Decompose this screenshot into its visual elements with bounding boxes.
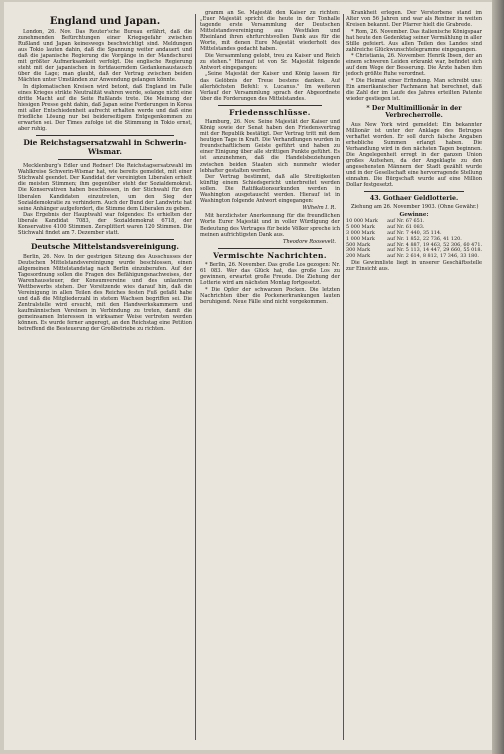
prize-amount: 1 000 Mark [346, 235, 375, 242]
newspaper-page [4, 2, 492, 750]
heading-vermischte-nachrichten: Vermischte Nachrichten. [213, 250, 327, 260]
divider [36, 135, 174, 136]
prize-amount: 200 Mark [346, 253, 371, 260]
article-paragraph: Ziehung am 26. November 1903. (Ohne Gewähr.) [351, 204, 479, 211]
prize-numbers: auf Nr. 5 113, 14 447, 29 660, 55 018. [387, 247, 482, 254]
column-rule [343, 14, 344, 740]
article-paragraph: „Seine Majestät der Kaiser und König lassen für das Gelöbnis der Treue bestens danken. Auf allerhöchsten Befehl: v. Lucanus." Im weiteren Verlauf der Versammlung sprach der Abgeordnete über die Forderungen des Mittelstandes. [200, 71, 340, 102]
article-paragraph: Hamburg, 26. Nov. Seine Majestät der Kaiser und König sowie der Senat haben den Friedensvertrag mit der Republik bestätigt. Der Vertrag tritt mit dem heutigen Tage in Kraft. Die Verhandlungen wurden in freundschaftlichem Geiste geführt und haben zu einer Einigung über alle strittigen Punkte geführt. Es ist anzunehmen, daß die Handelsbeziehungen zwischen beiden Staaten sich nunmehr wieder lebhafter gestalten werden. [200, 119, 340, 174]
article-paragraph: Die Gewinnliste liegt in unserer Geschäftsstelle zur Einsicht aus. [346, 260, 482, 273]
prize-amount: 3 000 Mark [346, 230, 375, 237]
heading-multimillionaer: * Der Multimillionär in der Verbrecherrolle. [366, 105, 462, 120]
prize-amount: 300 Mark [346, 247, 371, 254]
article-paragraph: Aus New York wird gemeldet: Ein bekannter Millionär ist unter der Anklage des Betruges verhaftet worden. Er soll durch falsche Angaben erhebliche Summen erlangt haben. Die Verhandlung wird in den nächsten Tagen beginnen. Die Angelegenheit erregt in der ganzen Union großes Aufsehen, da der Angeklagte zu den angesehensten Männern der Stadt gezählt wurde und in der Gesellschaft eine hervorragende Stellung einnahm. Die Bürgschaft wurde auf eine Million Dollar festgesetzt. [346, 121, 482, 189]
heading-england-japan: England und Japan. [49, 16, 161, 27]
article-paragraph: Das Ergebnis der Hauptwahl war folgendes: Es erhielten der liberale Kandidat 7083, der Sozialdemokrat 6718, der Konservative 4100 Stimmen. Zersplittert waren 120 Stimmen. Die Stichwahl findet am 7. Dezember statt. [18, 212, 192, 237]
page-edge [492, 0, 504, 754]
article-paragraph: Der Vertrag bestimmt, daß alle Streitigkeiten künftig einem Schiedsgericht unterbreitet werden sollen. Die Ratifikationsurkunden werden in Washington ausgetauscht werden. Hierauf ist in Washington folgende Antwort eingegangen: [200, 174, 340, 205]
divider [218, 248, 322, 249]
article-paragraph: Die Versammlung gelobt, treu zu Kaiser und Reich zu stehen." Hierauf ist von Sr. Majestät folgende Antwort eingegangen: [200, 52, 340, 71]
heading-mittelstand: Deutsche Mittelstandsvereinigung. [31, 242, 179, 252]
prize-numbers: auf Nr. 1 852, 22 736, 41 120. [387, 235, 462, 242]
article-paragraph: Berlin, 26. Nov. In der gestrigen Sitzung des Ausschusses der Deutschen Mittelstandsvereinigung wurde beschlossen, einen allgemeinen Mittelstandstag nach Berlin einzuberufen. Auf der Tagesordnung sollen die Fragen des Befähigungsnachweises, der Warenhaussteuer, der Konsumvereine und des unlauteren Wettbewerbs stehen. Der Vorsitzende wies darauf hin, daß die Vereinigung in allen Teilen des Reiches festen Fuß gefaßt habe und daß die Mitgliederzahl in stetem Wachsen begriffen sei. Die Zentralstelle wird ersucht, mit den Handwerkskammern und kaufmännischen Vereinen in Verbindung zu treten, damit die gemeinsamen Interessen in wirksamer Weise vertreten werden können. Es wurde ferner angeregt, an den Reichstag eine Petition betreffend die Besteuerung der Großbetriebe zu richten. [18, 253, 192, 333]
article-paragraph: * Christiania, 26. November. Henrik Ibsen, der an einem schweren Leiden erkrankt war, befindet sich auf dem Wege der Besserung. Die Ärzte haben ihm jedoch größte Ruhe verordnet. [346, 53, 482, 78]
signature: Theodore Roosevelt. [283, 238, 336, 245]
article-paragraph: * Die Heimat einer Erfindung. Man schreibt uns: Ein amerikanischer Fachmann hat berechnet, daß die Zahl der im Laufe des Jahres erteilten Patente wieder gestiegen ist. [346, 78, 482, 103]
column-left [18, 10, 192, 744]
prize-amount: 10 000 Mark [346, 218, 378, 225]
column-rule [195, 14, 196, 740]
heading-friedensschluesse: Friedensschlüsse. [229, 107, 311, 117]
article-paragraph: * Rom, 26. November. Das italienische Königspaar hat heute den Gedenktag seiner Vermählung in aller Stille gefeiert. Aus allen Teilen des Landes sind zahlreiche Glückwunschtelegramme eingegangen. [346, 28, 482, 53]
prize-numbers: auf Nr. 2 614, 8 812, 17 346, 33 180. [387, 253, 479, 260]
article-paragraph: Krankheit erlegen. Der Verstorbene stand im Alter von 56 Jahren und war als Rentner in weiten Kreisen bekannt. Der Pfarrer hielt die Grabrede. [346, 10, 482, 29]
prize-numbers: auf Nr. 7 440, 35 114. [387, 230, 442, 237]
article-paragraph: In diplomatischen Kreisen wird betont, daß England im Falle eines Krieges strikte Neutralität wahren werde, solange nicht eine dritte Macht auf die Seite Rußlands trete. Die Meinung der hiesigen Presse geht dahin, daß Japan seine Forderungen in Korea mit aller Entschiedenheit aufrecht erhalten werde und daß eine friedliche Lösung nur bei beiderseitigem Entgegenkommen zu erwarten sei. Der Times zufolge ist die Stimmung in Tokio ernst, aber ruhig. [18, 83, 192, 133]
article-paragraph: London, 26. Nov. Das Reuter'sche Bureau erfährt, daß die zunehmenden Befürchtungen einer Kriegsgefahr zwischen Rußland und Japan keineswegs beschwichtigt sind. Meldungen aus Tokio lauten dahin, daß die Spannung weiter andauert und daß die japanische Regierung die Vorgänge in der Mandschurei mit größter Aufmerksamkeit verfolgt. Die englische Regierung steht mit der japanischen in fortdauerndem Gedankenaustausch über die Lage; man glaubt, daß der Vertrag zwischen beiden Mächten unter Umständen zur Anwendung gelangen könnte. [18, 29, 192, 84]
article-paragraph: Mit herzlichster Anerkennung für die freundlichen Worte Eurer Majestät und in voller Würdigung der Bedeutung des Vertrages für beide Völker spreche ich meinen aufrichtigsten Dank aus. [200, 213, 340, 238]
article-paragraph: * Die Opfer der schwarzen Pocken. Die letzten Nachrichten über die Pockenerkrankungen lauten beruhigend. Neue Fälle sind nicht vorgekommen. [200, 286, 340, 305]
prize-table [346, 219, 482, 260]
prize-amount: 500 Mark [346, 241, 371, 248]
article-paragraph: * Berlin, 26. November. Das große Los gezogen: Nr. 61 083. Wer das Glück hat, das große Los zu gewinnen, erwartet große Freude. Die Ziehung der Lotterie wird am nächsten Montag fortgesetzt. [200, 262, 340, 287]
prize-amount: 5 000 Mark [346, 224, 375, 231]
article-paragraph: gramm an Se. Majestät den Kaiser zu richten: „Euer Majestät spricht die heute in der Tonhalle tagende erste Versammlung der Deutschen Mittelstandsvereinigung aus Westfalen und Rheinland ihren ehrfurchtsvollen Dank aus für die Worte, mit denen Eure Majestät wiederholt des Mittelstandes gedacht haben. [200, 10, 340, 53]
heading-gothaer-geldlotterie: 43. Gothaer Geldlotterie. [369, 195, 459, 203]
prize-numbers: auf Nr. 61 083. [387, 224, 425, 231]
divider [364, 191, 464, 192]
divider [36, 239, 174, 240]
signature: Wilhelm I. R. [302, 205, 336, 212]
heading-reichstag-election: Die Reichstagsersatzwahl in Schwerin-Wismar. [23, 138, 187, 156]
prize-numbers: auf Nr. 4 887, 19 463, 52 306, 60 471. [387, 241, 482, 248]
prize-numbers: auf Nr. 67 651. [387, 218, 425, 225]
divider [218, 105, 322, 106]
divider [58, 159, 152, 160]
article-paragraph: Mecklenburg's Edler und Redner! Die Reichstagsersatzwahl im Wahlkreise Schwerin-Wismar hat, wie bereits gemeldet, mit einer Stichwahl geendet. Der Kandidat der vereinigten Liberalen erhielt die meisten Stimmen; ihm gegenüber steht der Sozialdemokrat. Die Konservativen haben beschlossen, in der Stichwahl für den liberalen Kandidaten einzutreten, um den Sieg der Sozialdemokratie zu verhindern. Auch der Bund der Landwirte hat seine Anhänger aufgefordert, die Stimme dem Liberalen zu geben. [18, 163, 192, 212]
column-middle [200, 10, 340, 744]
column-right [346, 10, 482, 744]
prize-list-subheading: Gewinne: [399, 212, 429, 219]
